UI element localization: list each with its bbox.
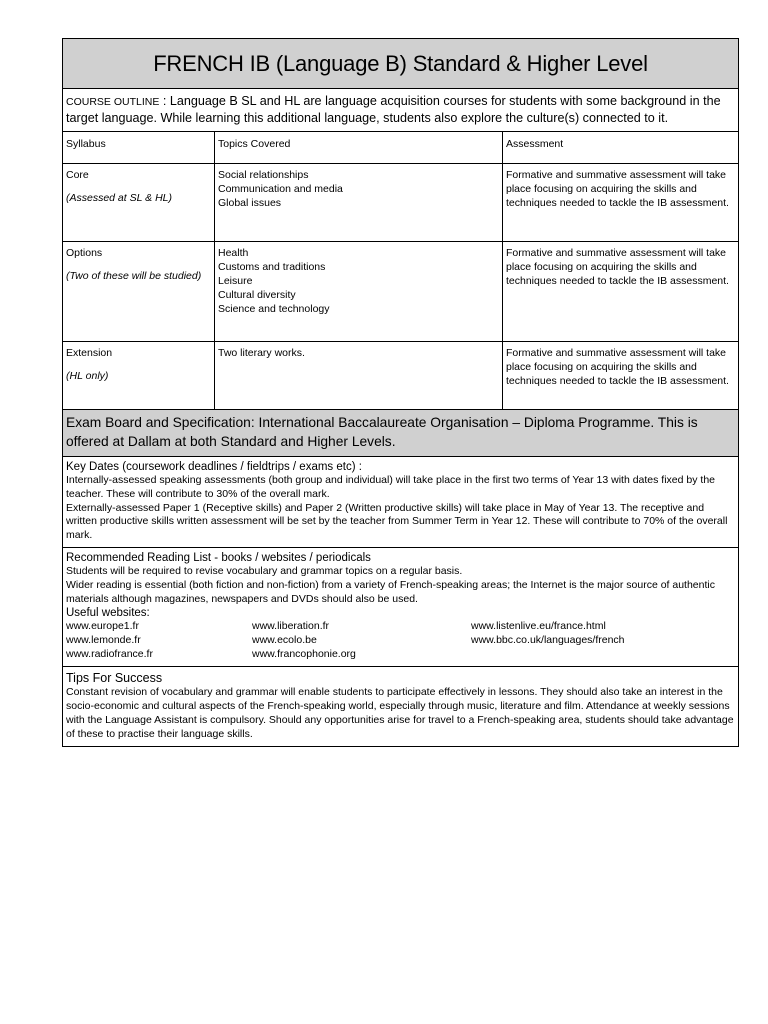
website-link[interactable]: www.liberation.fr	[252, 620, 330, 633]
course-outline-label: COURSE OUTLINE	[66, 96, 160, 108]
course-sheet	[62, 38, 739, 747]
topic-item: Communication and media	[218, 183, 343, 195]
topic-item: Leisure	[218, 275, 253, 287]
syllabus-note: (Assessed at SL & HL)	[66, 192, 173, 204]
website-link[interactable]: www.bbc.co.uk/languages/french	[471, 634, 625, 647]
website-link[interactable]: www.listenlive.eu/france.html	[471, 620, 606, 633]
website-link[interactable]: www.francophonie.org	[252, 648, 356, 661]
topics-cell	[215, 164, 503, 242]
website-link[interactable]: www.europe1.fr	[66, 620, 139, 633]
websites-list	[66, 620, 735, 662]
table-header	[63, 132, 738, 164]
table-row	[63, 242, 738, 342]
reading-section	[63, 548, 738, 667]
key-dates-heading: Key Dates (coursework deadlines / fieldtrips / exams etc) :	[66, 461, 362, 473]
tips-section	[63, 667, 738, 745]
topic-item: Health	[218, 247, 249, 259]
header-topics: Topics Covered	[215, 132, 503, 164]
course-outline	[63, 89, 738, 132]
assessment-cell: Formative and summative assessment will take place focusing on acquiring the skills and techniques needed to tackle the IB assessment.	[503, 342, 738, 410]
website-link[interactable]: www.radiofrance.fr	[66, 648, 153, 661]
topic-item: Customs and traditions	[218, 261, 326, 273]
syllabus-note: (HL only)	[66, 370, 109, 382]
tips-heading: Tips For Success	[66, 671, 163, 686]
key-dates-paragraph: Internally-assessed speaking assessments (both group and individual) will take place in the first two terms of Year 13 with dates fixed by the teacher. These will contribute to 30% of the overall mark.	[66, 474, 716, 500]
topics-cell	[215, 342, 503, 410]
assessment-cell: Formative and summative assessment will take place focusing on acquiring the skills and techniques needed to tackle the IB assessment.	[503, 164, 738, 242]
reading-heading: Recommended Reading List - books / websites / periodicals	[66, 551, 371, 564]
websites-label: Useful websites:	[66, 607, 150, 620]
syllabus-name: Options	[66, 247, 103, 259]
syllabus-note: (Two of these will be studied)	[66, 270, 202, 282]
header-syllabus: Syllabus	[63, 132, 215, 164]
topic-item: Two literary works.	[218, 347, 305, 359]
topic-item: Global issues	[218, 197, 282, 209]
tips-text: Constant revision of vocabulary and grammar will enable students to participate effectively in lessons. They should also take an interest in the socio-economic and cultural aspects of the French-speaking world, especially through music, literature and film. Attendance at weekly sessions with the Language Assistant is compulsory. Should any opportunities arise for travel to a French-speaking area, students should take advantage of these to practise their language skills.	[66, 686, 734, 740]
topic-item: Science and technology	[218, 303, 330, 315]
header-assessment: Assessment	[503, 132, 738, 164]
syllabus-name: Core	[66, 169, 89, 181]
assessment-cell: Formative and summative assessment will take place focusing on acquiring the skills and techniques needed to tackle the IB assessment.	[503, 242, 738, 342]
topics-cell	[215, 242, 503, 342]
website-link[interactable]: www.lemonde.fr	[66, 634, 141, 647]
reading-paragraph: Students will be required to revise vocabulary and grammar topics on a regular basis.	[66, 564, 463, 577]
topic-item: Social relationships	[218, 169, 309, 181]
table-row	[63, 342, 738, 410]
key-dates-paragraph: Externally-assessed Paper 1 (Receptive skills) and Paper 2 (Written productive skills) will take place in May of Year 13. The receptive and written productive skills written assessment will be set by the teacher from Summer Term in Year 12. These will contribute to 70% of the overall mark.	[66, 501, 728, 542]
table-row	[63, 164, 738, 242]
syllabus-cell	[63, 342, 215, 410]
key-dates-section	[63, 457, 738, 548]
course-outline-text: : Language B SL and HL are language acquisition courses for students with some background in the target language. While learning this additional language, students also explore the culture(s) connected to it.	[66, 94, 721, 125]
topic-item: Cultural diversity	[218, 289, 296, 301]
syllabus-cell	[63, 164, 215, 242]
syllabus-cell	[63, 242, 215, 342]
exam-board: Exam Board and Specification: International Baccalaureate Organisation – Diploma Programme. This is offered at Dallam at both Standard and Higher Levels.	[63, 410, 738, 457]
website-link[interactable]: www.ecolo.be	[252, 634, 317, 647]
page-title: FRENCH IB (Language B) Standard & Higher Level	[63, 39, 738, 89]
reading-paragraph: Wider reading is essential (both fiction and non-fiction) from a variety of French-speaking areas; the Internet is the major source of authentic materials although magazines, newspapers and DVDs should also be used.	[66, 578, 715, 605]
syllabus-name: Extension	[66, 347, 113, 359]
